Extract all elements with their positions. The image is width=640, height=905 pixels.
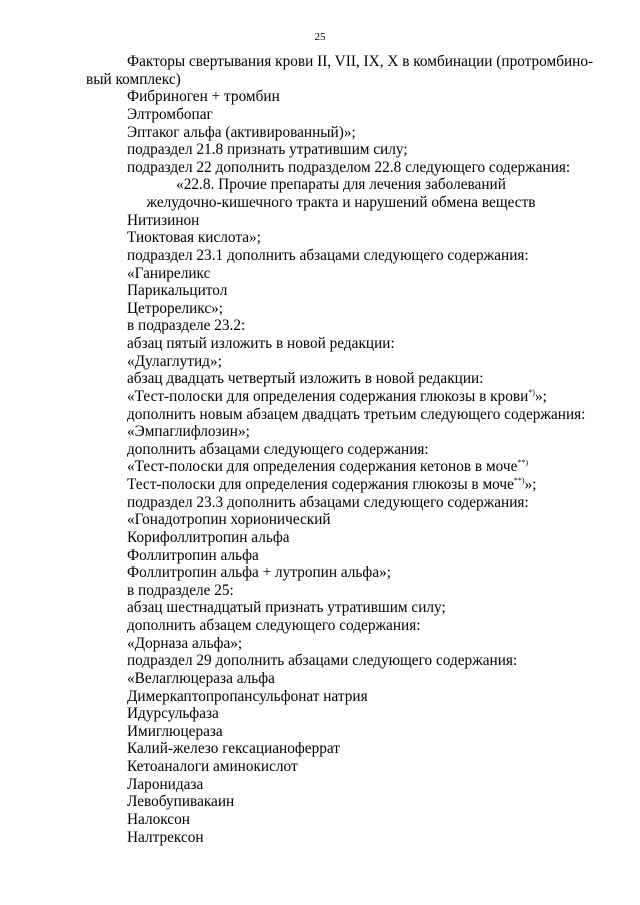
text-line: дополнить новым абзацем двадцать третьим следующего содержания: — [127, 405, 586, 423]
text-line: Корифоллитропин альфа — [127, 528, 290, 546]
line-text: Тест-полоски для определения содержания глюкозы в моче — [127, 476, 514, 493]
text-line: Кетоаналоги аминокислот — [127, 758, 298, 775]
text-line: «Велаглюцераза альфа — [127, 669, 275, 687]
text-line: «Эмпаглифлозин»; — [127, 423, 250, 441]
text-line: «Ганиреликс — [127, 264, 211, 282]
text-line: Фоллитропин альфа + лутропин альфа»; — [127, 564, 392, 582]
footnote-mark: *) — [528, 387, 535, 397]
text-line: Тиоктовая кислота»; — [127, 229, 261, 247]
text-line: в подразделе 23.2: — [127, 317, 246, 335]
text-line — [86, 476, 606, 494]
section-heading: «22.8. Прочие препараты для лечения заболеваний — [176, 176, 506, 194]
text-line: вый комплекс) — [86, 70, 181, 88]
text-line: Идурсульфаза — [127, 705, 219, 723]
text-line: «Дорназа альфа»; — [127, 634, 243, 652]
text-line: абзац пятый изложить в новой редакции: — [127, 335, 395, 352]
text-line: Нитизинон — [127, 211, 200, 229]
text-line — [86, 388, 606, 406]
text-line: Налоксон — [127, 810, 190, 828]
text-line: Фибриноген + тромбин — [127, 88, 280, 106]
text-line: «Гонадотропин хорионический — [127, 511, 331, 529]
document-body — [86, 53, 606, 846]
text-line: Парикальцитол — [127, 282, 228, 300]
text-line: Эптаког альфа (активированный)»; — [127, 123, 356, 141]
text-line: Калий-железо гексацианоферрат — [127, 740, 340, 758]
text-line: Левобупивакаин — [127, 793, 235, 811]
text-line: дополнить абзацами следующего содержания: — [127, 440, 429, 458]
text-line: Имиглюцераза — [127, 722, 223, 740]
text-line: Димеркаптопропансульфонат натрия — [127, 687, 368, 705]
text-line: «Дулаглутид»; — [127, 352, 222, 370]
page-number: 25 — [314, 31, 326, 43]
text-line: подраздел 21.8 признать утратившим силу; — [127, 141, 408, 159]
line-suffix: »; — [534, 387, 547, 405]
section-heading: желудочно-кишечного тракта и нарушений обмена веществ — [146, 194, 536, 211]
text-line: в подразделе 25: — [127, 581, 234, 599]
text-line: дополнить абзацем следующего содержания: — [127, 617, 421, 634]
text-line: подраздел 22 дополнить подразделом 22.8 следующего содержания: — [127, 158, 571, 176]
line-text: «Тест-полоски для определения содержания кетонов в моче — [127, 458, 518, 476]
text-line: подраздел 23.1 дополнить абзацами следующего содержания: — [127, 246, 529, 264]
text-line: абзац шестнадцатый признать утратившим силу; — [127, 599, 446, 617]
line-suffix: »; — [524, 476, 537, 493]
line-text: «Тест-полоски для определения содержания глюкозы в крови — [127, 387, 529, 405]
text-line: Ларонидаза — [127, 775, 204, 793]
footnote-mark: **) — [517, 458, 529, 468]
text-line: Факторы свертывания крови II, VII, IX, X в комбинации (протромбино- — [127, 53, 594, 70]
text-line: Фоллитропин альфа — [127, 546, 259, 564]
text-line: абзац двадцать четвертый изложить в новой редакции: — [127, 370, 484, 388]
text-line: Цетрореликс»; — [127, 299, 224, 317]
text-line: подраздел 23.3 дополнить абзацами следующего содержания: — [127, 493, 529, 511]
text-line: подраздел 29 дополнить абзацами следующего содержания: — [127, 652, 518, 670]
text-line: Элтромбопаг — [127, 105, 213, 123]
footnote-mark: **) — [513, 476, 525, 485]
text-line — [86, 458, 606, 476]
text-line: Налтрексон — [127, 828, 204, 846]
